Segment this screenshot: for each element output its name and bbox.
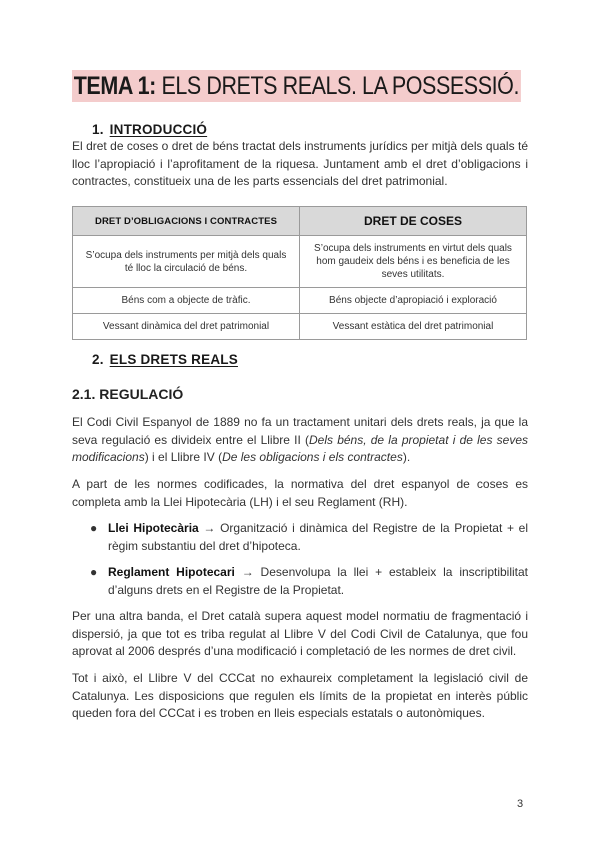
intro-paragraph: El dret de coses o dret de béns tractat dels instruments jurídics per mitjà dels quals té lloc l’apropiació i l’aprofitament de la riquesa. Juntament amb el dret d’obligacions i contractes, constitueix una de les parts essencials del dret patrimonial. [72,139,528,188]
section-title: ELS DRETS REALS [109,352,238,367]
regulacio-paragraph-2: A part de les normes codificades, la normativa del dret espanyol de coses es completa amb la Llei Hipotecària (LH) i el seu Reglament (RH). [72,477,528,509]
list-item [92,564,528,599]
bullet-text: Organització i dinàmica del Registre de la Propietat + el règim substantiu del dret d’hipoteca. [108,521,528,553]
table-cell: Vessant dinàmica del dret patrimonial [73,314,300,340]
bullet-term: Reglament Hipotecari [108,565,235,579]
bullet-icon: ● [90,521,98,535]
table-header: DRET DE COSES [300,207,527,236]
section-title: INTRODUCCIÓ [109,122,208,137]
subsection-heading: 2.1. REGULACIÓ [72,386,184,402]
list-item [92,520,528,555]
regulacio-paragraph-4: Tot i això, el Llibre V del CCCat no exhaureix completament la legislació civil de Catalunya. Les disposicions que regulen els límits de la propietat en interès públic queden fora del CCCat i es troben en lleis especials estatals o autonòmiques. [72,671,528,720]
page-title [72,70,594,102]
comparison-table [72,206,527,340]
bullet-term: Llei Hipotecària [108,521,199,535]
regulacio-paragraph-1 [72,414,528,467]
bullet-icon: ● [90,565,98,579]
table-row [73,314,527,340]
italic-title: Dels béns, de la propietat i de les seves modificacions [72,432,528,464]
table-cell: Béns com a objecte de tràfic. [73,288,300,314]
title-rest: ELS DRETS REALS. LA POSSESSIÓ. [155,72,519,100]
text-run: ) i el Llibre IV ( [144,450,223,464]
regulacio-paragraph-3: Per una altra banda, el Dret català supera aquest model normatiu de fragmentació i dispersió, ja que tot es triba regulat al Llibre V del Codi Civil de Catalunya, que fou aprovat al 2006 després d’una modificació i completació de les normes de dret civil. [72,609,528,658]
arrow-icon: → [203,521,216,535]
table-header-row [73,207,527,236]
title-bold: TEMA 1: [73,72,156,100]
arrow-icon: → [241,565,254,579]
section-number: 1. [92,122,104,137]
text-run: ). [402,450,411,464]
text-run: El Codi Civil Espanyol de 1889 no fa un tractament unitari dels drets reals, ja que la seva regulació es divideix entre el Llibre II ( [72,415,528,447]
page-number: 3 [517,798,524,810]
table-row [73,236,527,288]
title-highlight [72,70,521,102]
table-header: DRET D’OBLIGACIONS I CONTRACTES [73,207,300,236]
table-cell: S’ocupa dels instruments en virtut dels quals hom gaudeix dels béns i es beneficia de les seves utilitats. [300,236,527,288]
section-heading-introduccio [92,122,207,137]
table-cell: Béns objecte d’apropiació i exploració [300,288,527,314]
table-cell: Vessant estàtica del dret patrimonial [300,314,527,340]
section-number: 2. [92,352,104,367]
table-row [73,288,527,314]
italic-title: De les obligacions i els contractes [222,450,403,464]
table-cell: S’ocupa dels instruments per mitjà dels quals té lloc la circulació de béns. [73,236,300,288]
section-heading-drets-reals [92,352,238,367]
bullet-text: Desenvolupa la llei + estableix la inscriptibilitat d’alguns drets en el Registre de la Propietat. [108,565,529,597]
